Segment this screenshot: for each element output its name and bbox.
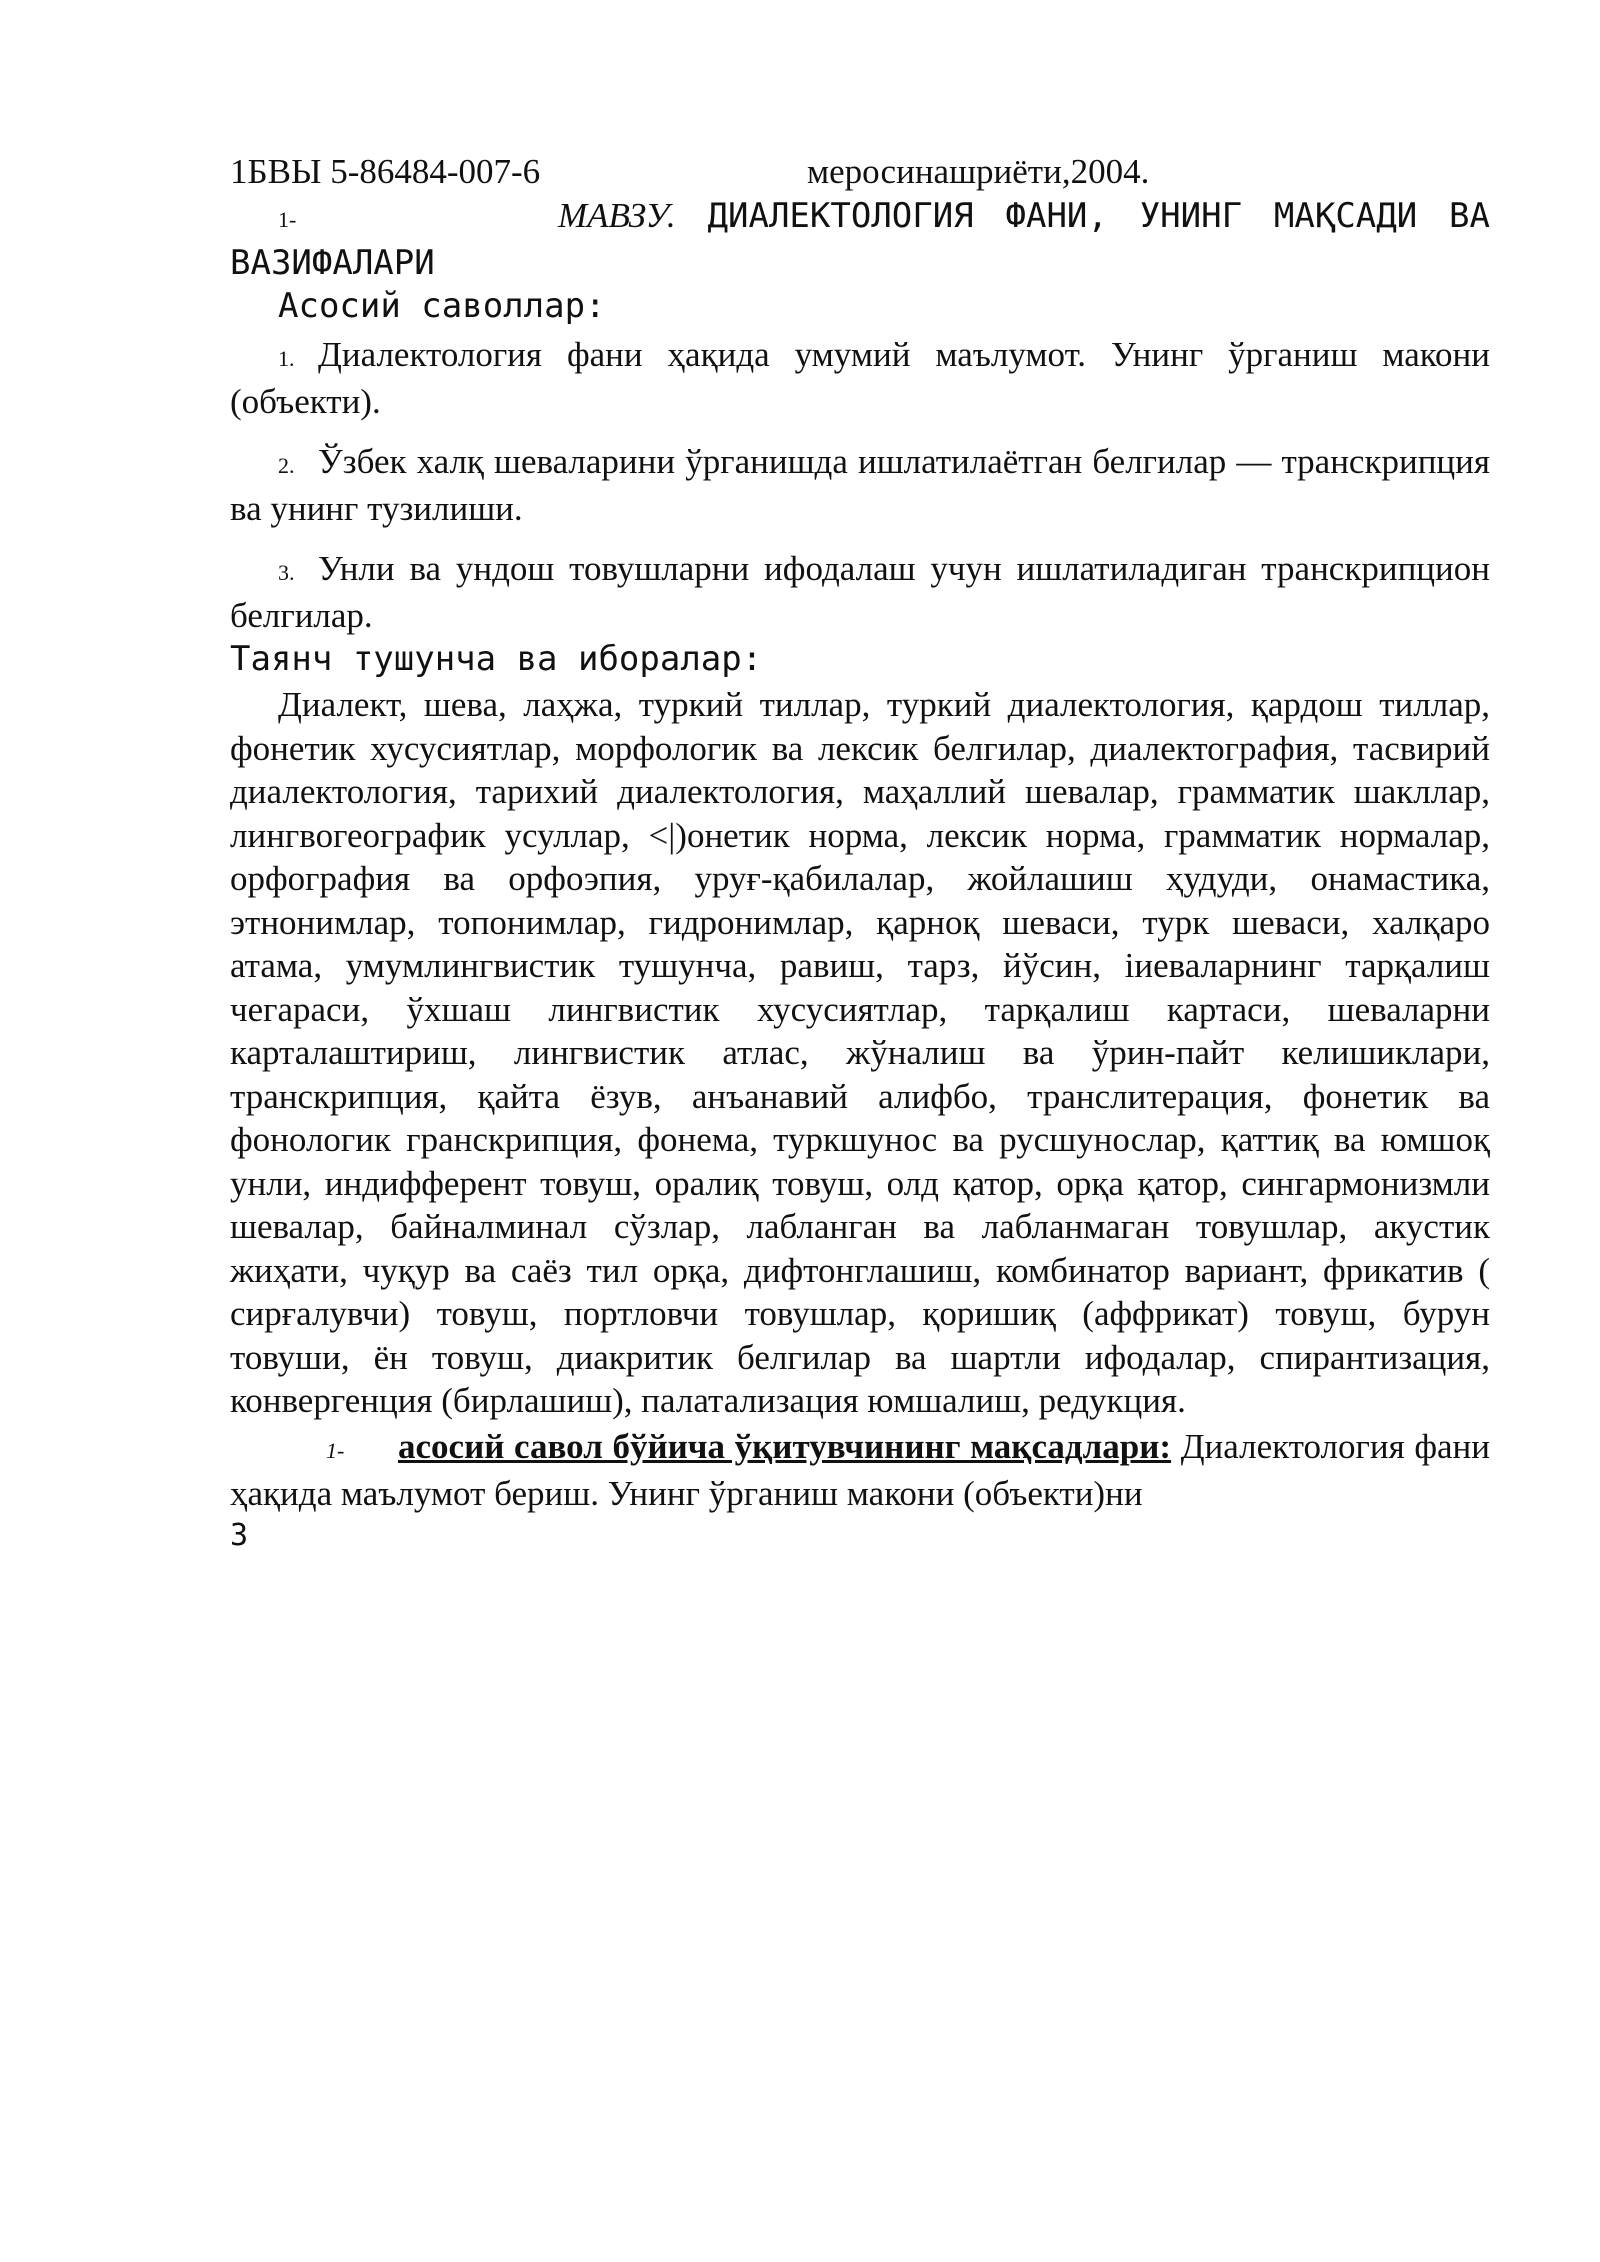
- question-number: 1.: [278, 345, 295, 371]
- page-number: 3: [230, 1517, 249, 1553]
- goal-title: асосий савол бўйича ўқитувчининг мақсадлари:: [398, 1426, 1172, 1466]
- publisher-text: меросинашриёти,2004.: [807, 152, 1150, 191]
- concepts-paragraph: Диалект, шева, лаҳжа, туркий тиллар, туркий диалектология, қардош тиллар, фонетик хусусиятлар, морфологик ва лексик белгилар, диалектография, тасвирий диалектология, тарихий диалектология, маҳаллий шевалар, грамматик шакллар, лингвогеографик усуллар, <|)онетик норма, лексик норма, грамматик нормалар, орфография ва орфоэпия, уруғ-қабилалар, жойлашиш ҳудуди, онамастика, этнонимлар, топонимлар, гидронимлар, қарноқ шеваси, турк шеваси, халқаро атама, умумлингвистик тушунча, равиш, тарз, йўсин, іиеваларнинг тарқалиш чегараси, ўхшаш лингвистик хусусиятлар, тарқалиш картаси, шеваларни карталаштириш, лингвистик атлас, жўналиш ва ўрин-пайт келишиклари, транскрипция, қайта ёзув, анъанавий алифбо, транслитерация, фонетик ва фонологик гранскрипция, фонема, туркшунос ва русшунослар, қаттиқ ва юмшоқ унли, индифферент товуш, оралиқ товуш, олд қатор, орқа қатор, сингармонизмли шевалар, байналминал сўзлар, лабланган ва лабланмаган товушлар, акустик жиҳати, чуқур ва саёз тил орқа, дифтонглашиш, комбинатор вариант, фрикатив ( сирғалувчи) товуш, портловчи товушлар, қоришиқ (аффрикат) товуш, бурун товуши, ён товуш, диакритик белгилар ва шартли ифодалар, спирантизация, конвергенция (бирлашиш), палатализация юмшалиш, редукция.: [230, 685, 1490, 1420]
- question-number: 3.: [278, 559, 295, 585]
- topic-title: ДИАЛЕКТОЛОГИЯ ФАНИ, УНИНГ МАҚСАДИ ВА ВАЗИФАЛАРИ: [230, 196, 1490, 283]
- topic-label: МАВЗУ.: [558, 196, 676, 235]
- concepts-heading: Таянч тушунча ва иборалар:: [230, 638, 763, 679]
- goal-text: Диалектология фани ҳақида маълумот бериш. Унинг ўрганиш макони (объекти)ни: [230, 1426, 1490, 1513]
- question-text: Диалектология фани ҳақида умумий маълумот. Унинг ўрганиш макони (объекти).: [230, 334, 1490, 421]
- publication-header: [230, 150, 1490, 194]
- question-text: Унли ва ундош товушларни ифодалаш учун ишлатиладиган транскрипцион белгилар.: [230, 548, 1490, 635]
- questions-heading: Асосий саволлар:: [278, 286, 606, 326]
- goal-paragraph: [230, 1425, 1490, 1516]
- question-item: [230, 333, 1490, 424]
- isbn-text: 1БВЫ 5-86484-007-6: [230, 152, 541, 191]
- topic-number: 1-: [278, 207, 297, 232]
- question-item: [230, 547, 1490, 638]
- question-text: Ўзбек халқ шеваларини ўрганишда ишлатилаётган белгилар — транскрипция ва унинг тузилиши.: [230, 441, 1490, 528]
- document-page: [230, 150, 1490, 1556]
- question-number: 2.: [278, 452, 295, 478]
- topic-heading: [230, 194, 1490, 285]
- goal-number: 1-: [326, 1437, 345, 1463]
- question-item: [230, 440, 1490, 531]
